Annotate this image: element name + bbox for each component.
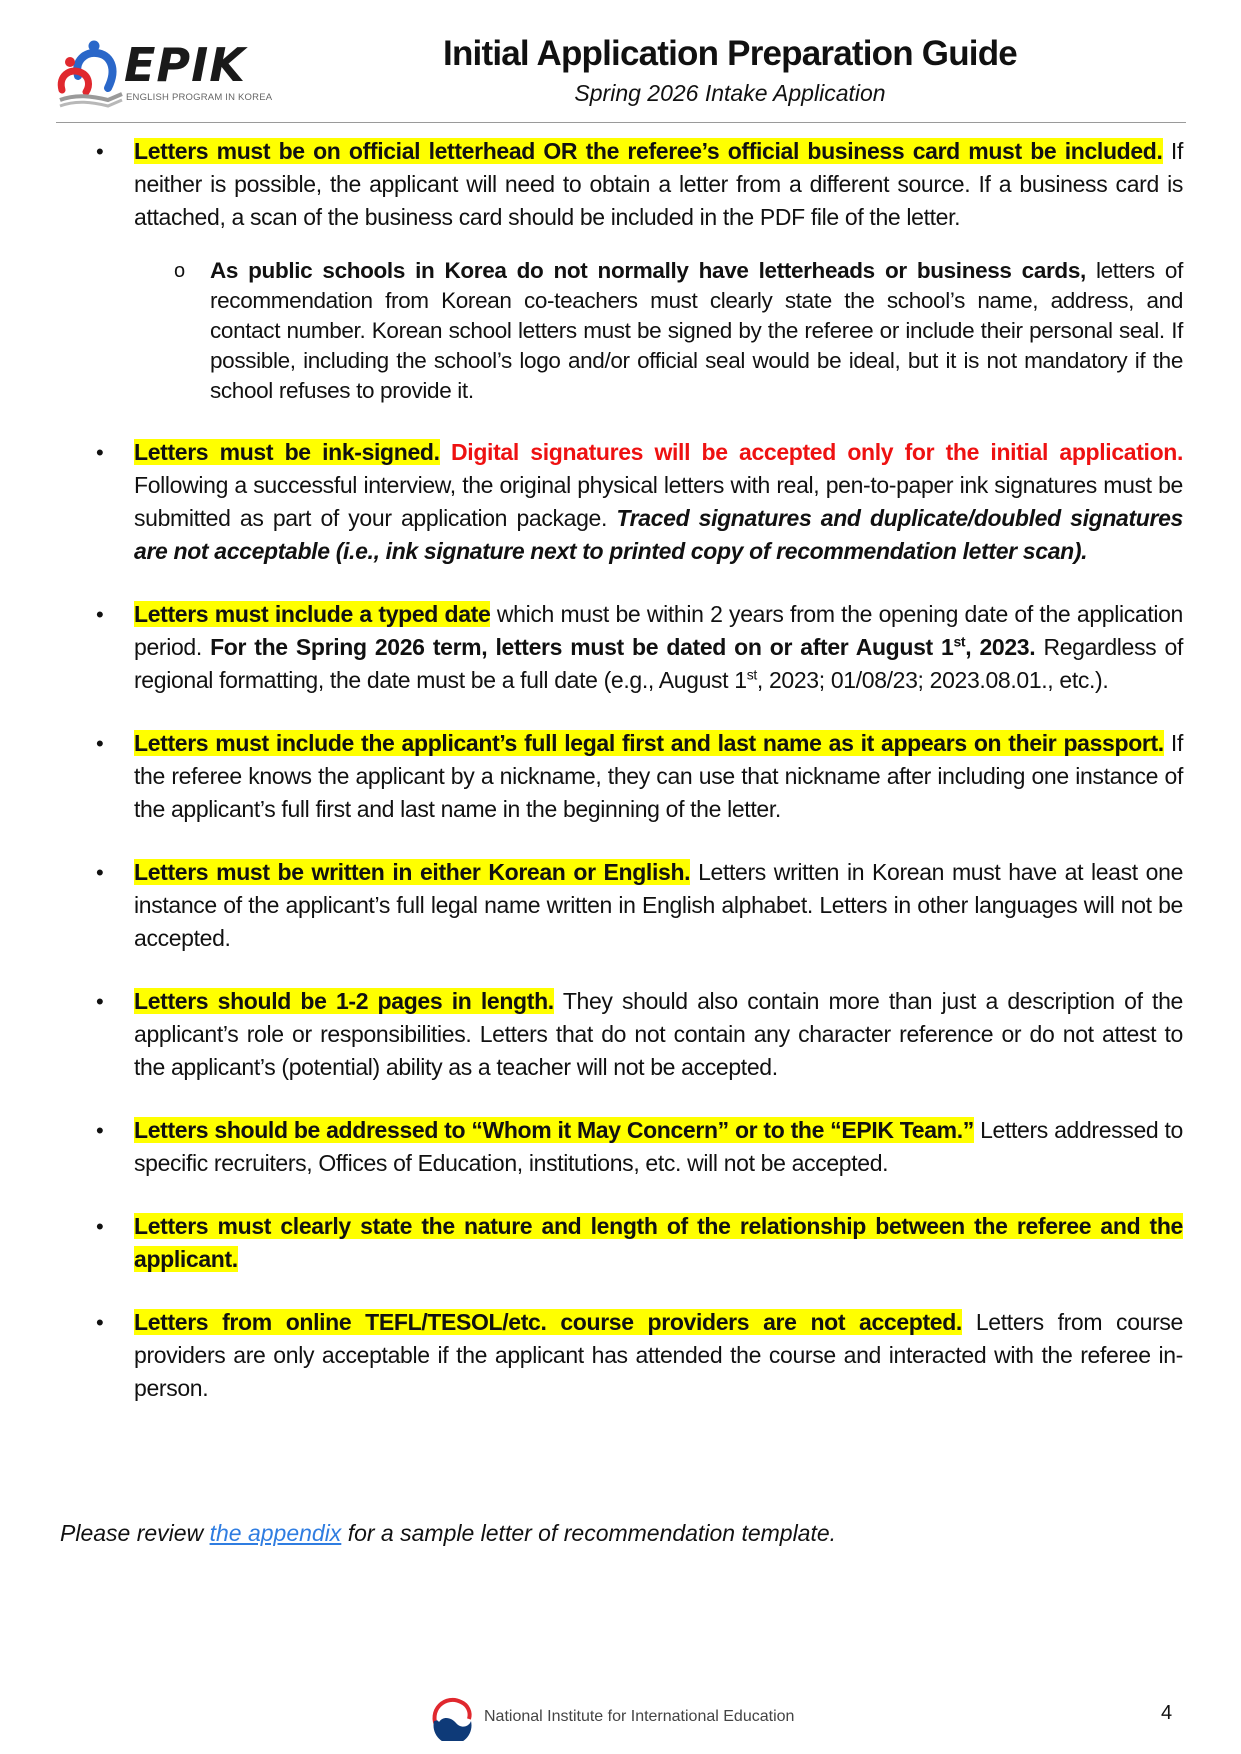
closing-text-after: for a sample letter of recommendation template.: [341, 1520, 837, 1546]
sub-list-item: [134, 256, 1183, 406]
list-item: [0, 856, 1241, 955]
list-item: [0, 985, 1241, 1084]
highlighted-requirement: Letters must be written in either Korean or English.: [134, 859, 691, 885]
footer-institution: National Institute for International Education: [484, 1708, 795, 1725]
highlighted-requirement: Letters must be ink-signed.: [134, 439, 440, 465]
ordinal-suffix: st: [953, 633, 966, 650]
bullet-icon: •: [96, 1118, 104, 1143]
requirement-detail: Following a successful interview, the original physical letters with real, pen-to-paper ink signatures must be submitted as part of your application package.: [134, 472, 1183, 531]
appendix-link[interactable]: the appendix: [209, 1520, 342, 1546]
logo-subtext: ENGLISH PROGRAM IN KOREA: [126, 92, 273, 103]
bullet-icon: •: [96, 1310, 104, 1335]
list-item: [0, 1114, 1241, 1180]
document-body: [0, 135, 1241, 1435]
requirements-list: [0, 135, 1241, 1405]
list-item: [0, 135, 1241, 406]
bullet-icon: •: [96, 602, 104, 627]
bullet-icon: •: [96, 1214, 104, 1239]
requirement-detail: Letters addressed to specific recruiters, Offices of Education, institutions, etc. will not be accepted.: [134, 1117, 1183, 1176]
sub-item-text: letters of recommendation from Korean co-teachers must clearly state the school’s name, address, and contact number. Korean school letters must be signed by the referee or include their personal seal. If possible, including the school’s logo and/or official seal would be ideal, but it is not mandatory if the school refuses to provide it.: [210, 258, 1183, 403]
closing-note: [60, 1520, 836, 1547]
date-rule: [210, 634, 1035, 660]
page-header: [0, 0, 1241, 125]
requirement-detail: which must be within 2 years from the opening date of the application period.: [134, 601, 1183, 660]
hollow-bullet-icon: o: [174, 260, 185, 282]
requirement-detail: If neither is possible, the applicant will need to obtain a letter from a different source. If a business card is attached, a scan of the business card should be included in the PDF file of the letter.: [134, 138, 1183, 230]
document-title: Initial Application Preparation Guide: [443, 34, 1017, 73]
bold-italic-note: Traced signatures and duplicate/doubled signatures are not acceptable (i.e., ink signature next to printed copy of recommendation letter scan).: [134, 505, 1183, 564]
page-number: 4: [1161, 1702, 1173, 1724]
list-item: [0, 436, 1241, 568]
header-divider: [56, 122, 1186, 123]
list-item: [0, 1306, 1241, 1405]
list-item: [0, 598, 1241, 697]
date-rule-text: For the Spring 2026 term, letters must be dated on or after August 1: [210, 634, 954, 660]
epik-people-icon: [56, 38, 124, 110]
sub-item-bold: As public schools in Korea do not normally have letterheads or business cards,: [210, 258, 1086, 283]
highlighted-requirement: Letters must include the applicant’s full legal first and last name as it appears on their passport.: [134, 730, 1164, 756]
document-subtitle: Spring 2026 Intake Application: [574, 80, 886, 106]
list-item: [0, 727, 1241, 826]
epik-logo: [56, 38, 273, 110]
date-format-examples: , 2023; 01/08/23; 2023.08.01., etc.).: [756, 667, 1109, 693]
requirement-detail: They should also contain more than just a description of the applicant’s role or responsibilities. Letters that do not contain any character reference or do not attest to the applicant’s (potential) ability as a teacher will not be accepted.: [134, 988, 1183, 1080]
highlighted-requirement: Letters must include a typed date: [134, 601, 491, 627]
red-warning: Digital signatures will be accepted only for the initial application.: [439, 439, 1184, 465]
date-rule-year: , 2023.: [965, 634, 1036, 660]
ordinal-suffix: st: [746, 666, 757, 683]
niied-seal-icon: [431, 1697, 475, 1741]
highlighted-requirement: Letters should be addressed to “Whom it May Concern” or to the “EPIK Team.”: [134, 1117, 974, 1143]
bullet-icon: •: [96, 860, 104, 885]
logo-wordmark: EPIK: [124, 38, 246, 92]
bullet-icon: •: [96, 731, 104, 756]
bullet-icon: •: [96, 139, 104, 164]
closing-text-before: Please review: [60, 1520, 210, 1546]
requirement-detail: If the referee knows the applicant by a nickname, they can use that nickname after including one instance of the applicant’s full first and last name in the beginning of the letter.: [134, 730, 1183, 822]
highlighted-requirement: Letters should be 1-2 pages in length.: [134, 988, 554, 1014]
highlighted-requirement: Letters must clearly state the nature and length of the relationship between the referee and the applicant.: [134, 1213, 1183, 1272]
bullet-icon: •: [96, 440, 104, 465]
highlighted-requirement: Letters from online TEFL/TESOL/etc. course providers are not accepted.: [134, 1309, 962, 1335]
highlighted-requirement: Letters must be on official letterhead OR the referee’s official business card must be included.: [134, 138, 1163, 164]
date-format-text: Regardless of regional formatting, the date must be a full date (e.g., August 1: [134, 634, 1183, 693]
requirement-detail: Letters from course providers are only acceptable if the applicant has attended the course and interacted with the referee in-person.: [134, 1309, 1183, 1401]
requirement-detail: Letters written in Korean must have at least one instance of the applicant’s full legal name written in English alphabet. Letters in other languages will not be accepted.: [134, 859, 1184, 951]
bullet-icon: •: [96, 989, 104, 1014]
list-item: [0, 1210, 1241, 1276]
